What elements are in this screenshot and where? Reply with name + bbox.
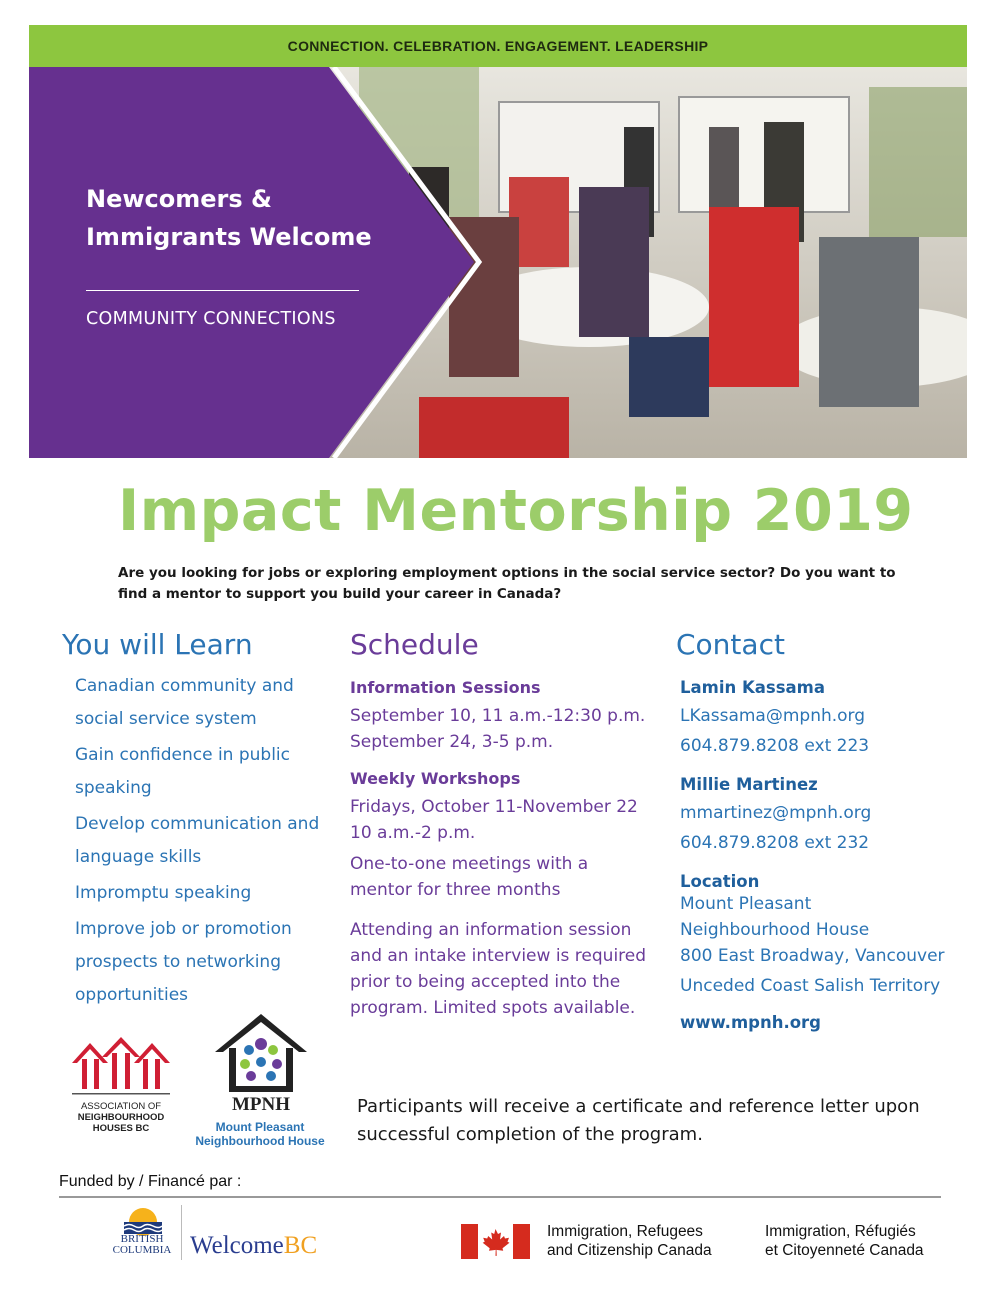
bc-line2: COLUMBIA	[112, 1244, 172, 1256]
learn-item-5-line2: prospects to networking	[75, 952, 281, 972]
contact-2-phone: 604.879.8208 ext 232	[680, 833, 870, 853]
location-line2: Neighbourhood House	[680, 920, 870, 940]
bc-line1: BRITISH	[120, 1233, 164, 1245]
top-banner	[29, 25, 967, 67]
learn-heading: You will Learn	[62, 628, 253, 661]
ircc-french	[765, 1222, 924, 1260]
mpnh-sub-line2: Neighbourhood House	[195, 1134, 325, 1148]
learn-item-5-line3: opportunities	[75, 985, 189, 1005]
canada-flag-icon	[461, 1224, 530, 1259]
info-session-date-2: September 24, 3-5 p.m.	[350, 732, 554, 752]
info-session-date-1: September 10, 11 a.m.-12:30 p.m.	[350, 706, 646, 726]
hero-title	[86, 180, 386, 256]
schedule-heading: Schedule	[350, 628, 479, 661]
weekly-workshops-heading: Weekly Workshops	[350, 769, 521, 788]
location-heading: Location	[680, 872, 760, 891]
info-sessions-heading: Information Sessions	[350, 678, 541, 697]
ircc-en-line2: and Citizenship Canada	[547, 1242, 712, 1259]
learn-list	[75, 670, 345, 1012]
hero-divider	[86, 290, 359, 291]
banner-text: CONNECTION. CELEBRATION. ENGAGEMENT. LEADERSHIP	[287, 38, 709, 54]
contact-1-email[interactable]: LKassama@mpnh.org	[680, 706, 866, 726]
ircc-en-line1: Immigration, Refugees	[547, 1223, 703, 1240]
location-line4: Unceded Coast Salish Territory	[680, 976, 941, 996]
weekly-workshops-dates: Fridays, October 11-November 22	[350, 797, 638, 817]
anh-line3: HOUSES BC	[92, 1123, 150, 1134]
funded-by-label: Funded by / Financé par :	[59, 1173, 242, 1190]
requirement-note-line3: prior to being accepted into the	[350, 972, 621, 992]
bc-wordmark	[106, 1234, 178, 1256]
certificate-line2: successful completion of the program.	[357, 1124, 703, 1145]
hero-section	[29, 67, 967, 458]
contact-2-name: Millie Martinez	[680, 775, 818, 794]
funded-divider	[59, 1196, 941, 1198]
logo-divider	[181, 1205, 182, 1260]
ircc-fr-line1: Immigration, Réfugiés	[765, 1223, 916, 1240]
mpnh-house-icon	[215, 1012, 307, 1094]
location-line1: Mount Pleasant	[680, 894, 812, 914]
website-link[interactable]: www.mpnh.org	[680, 1013, 821, 1032]
hero-graphic	[29, 67, 967, 458]
intro-line1: Are you looking for jobs or exploring employment options in the social service sector? Do you want to	[118, 565, 896, 581]
requirement-note-line4: program. Limited spots available.	[350, 998, 636, 1018]
hero-title-line2: Immigrants Welcome	[86, 223, 372, 251]
contact-2-email[interactable]: mmartinez@mpnh.org	[680, 803, 872, 823]
learn-item-5-line1: Improve job or promotion	[75, 919, 292, 939]
mpnh-subtitle	[190, 1120, 330, 1148]
requirement-note-line2: and an intake interview is required	[350, 946, 647, 966]
intro-text	[118, 563, 908, 605]
learn-item-3-line2: language skills	[75, 847, 202, 867]
learn-item-1-line2: social service system	[75, 709, 257, 729]
location-line3: 800 East Broadway, Vancouver	[680, 946, 945, 966]
contact-column	[680, 678, 980, 1032]
one-to-one-line1: One-to-one meetings with a	[350, 854, 589, 874]
anh-wordmark	[68, 1101, 174, 1134]
learn-item-2-line2: speaking	[75, 778, 152, 798]
intro-line2: find a mentor to support you build your career in Canada?	[118, 586, 562, 602]
page-title: Impact Mentorship 2019	[118, 478, 914, 544]
certificate-note	[357, 1093, 957, 1149]
schedule-column	[350, 678, 670, 1021]
anh-line2: NEIGHBOURHOOD	[77, 1112, 165, 1123]
ircc-fr-line2: et Citoyenneté Canada	[765, 1242, 924, 1259]
ircc-english	[547, 1222, 712, 1260]
weekly-workshops-time: 10 a.m.-2 p.m.	[350, 823, 476, 843]
one-to-one-line2: mentor for three months	[350, 880, 561, 900]
welcome-word: Welcome	[190, 1232, 284, 1259]
requirement-note-line1: Attending an information session	[350, 920, 632, 940]
welcome-bc-word: BC	[283, 1232, 318, 1259]
learn-item-2-line1: Gain confidence in public	[75, 745, 291, 765]
learn-item-3-line1: Develop communication and	[75, 814, 320, 834]
welcome-bc-logo	[190, 1232, 317, 1260]
contact-heading: Contact	[676, 628, 785, 661]
hero-subtitle: COMMUNITY CONNECTIONS	[86, 309, 336, 329]
mpnh-wordmark: MPNH	[231, 1094, 291, 1115]
anh-houses-icon	[72, 1035, 170, 1097]
certificate-line1: Participants will receive a certificate and reference letter upon	[357, 1096, 920, 1117]
learn-item-1-line1: Canadian community and	[75, 676, 294, 696]
contact-1-name: Lamin Kassama	[680, 678, 826, 697]
contact-1-phone: 604.879.8208 ext 223	[680, 736, 870, 756]
mpnh-sub-line1: Mount Pleasant	[215, 1120, 305, 1134]
learn-item-4-line1: Impromptu speaking	[75, 883, 252, 903]
hero-title-line1: Newcomers &	[86, 185, 272, 213]
anh-line1: ASSOCIATION OF	[80, 1101, 162, 1112]
